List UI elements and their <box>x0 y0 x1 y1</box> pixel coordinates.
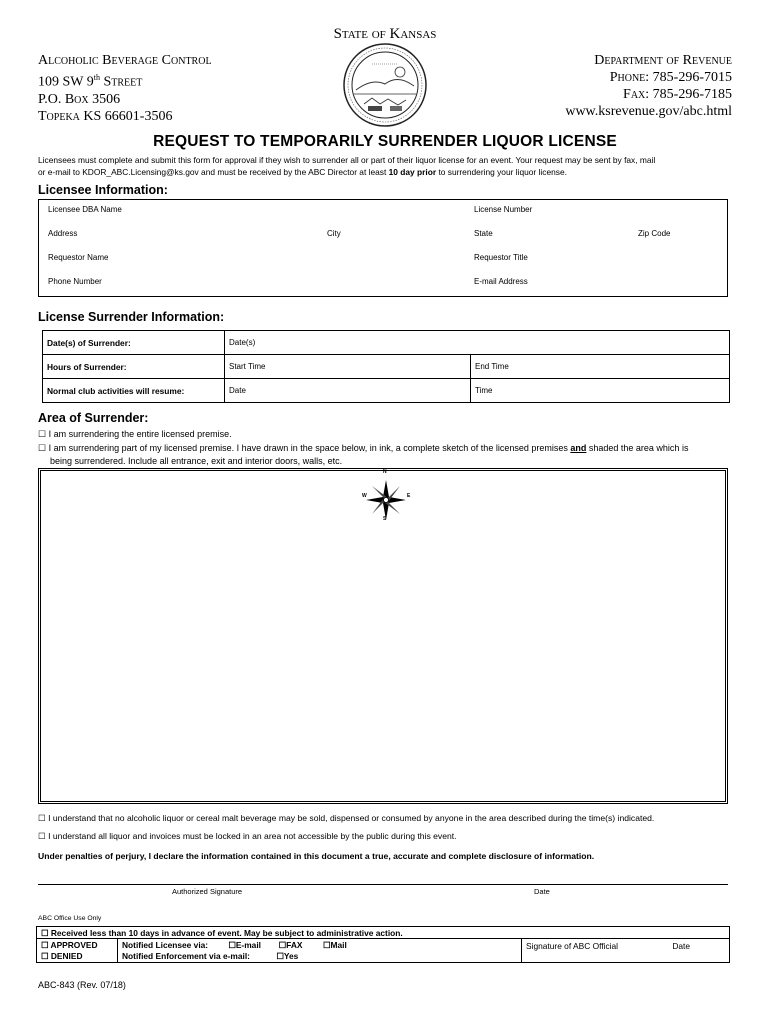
checkbox-icon[interactable]: ☐ <box>322 939 331 950</box>
checkbox-icon[interactable]: ☐ <box>276 951 284 962</box>
phone-field[interactable]: Phone Number <box>48 277 102 286</box>
checkbox-icon[interactable]: ☐ <box>278 939 287 950</box>
department-name: Department of Revenue <box>594 53 732 68</box>
compass-e-label: E <box>407 493 411 499</box>
notified-licensee-row <box>118 939 522 951</box>
checkbox-icon[interactable]: ☐ <box>41 951 49 962</box>
ack-locked-liquor[interactable] <box>38 831 457 842</box>
partial-premise-label: I am surrendering part of my licensed premise. I have drawn in the space below, in ink, a complete sketch of the licensed premises and shaded the area which is <box>48 443 689 453</box>
compass-s-label: S <box>383 516 387 522</box>
state-field[interactable]: State <box>474 229 493 238</box>
official-signature-cell[interactable] <box>522 939 730 963</box>
form-title: REQUEST TO TEMPORARILY SURRENDER LIQUOR LICENSE <box>153 133 617 150</box>
abc-address-block <box>38 52 212 125</box>
entire-premise-option[interactable] <box>38 429 232 440</box>
signature-line[interactable] <box>38 884 728 885</box>
area-section-heading: Area of Surrender: <box>38 411 149 425</box>
fax-number: Fax: 785-296-7185 <box>623 87 732 102</box>
approved-label: APPROVED <box>50 939 98 950</box>
compass-n-label: N <box>383 469 387 475</box>
intro-line-2: or e-mail to KDOR_ABC.Licensing@ks.gov and must be received by the ABC Director at least 10 day prior to surrendering your liquor license. <box>38 167 567 177</box>
ack-locked-liquor-label: I understand all liquor and invoices must be locked in an area not accessible by the public during this event. <box>48 831 457 841</box>
license-number-field[interactable]: License Number <box>474 205 533 214</box>
revenue-contact-block <box>565 52 732 120</box>
perjury-statement: Under penalties of perjury, I declare the information contained in this document a true, accurate and complete disclosure of information. <box>38 851 595 861</box>
city-field[interactable]: City <box>327 229 341 238</box>
partial-premise-label-line2: being surrendered. Include all entrance, exit and interior doors, walls, etc. <box>50 456 343 466</box>
yes-option[interactable]: ☐Yes <box>276 951 299 962</box>
mail-option[interactable]: ☐Mail <box>322 939 347 950</box>
hours-label: Hours of Surrender: <box>43 355 225 379</box>
email-field[interactable]: E-mail Address <box>474 277 528 286</box>
checkbox-icon[interactable]: ☐ <box>38 443 47 453</box>
fax-option[interactable]: ☐FAX <box>278 939 303 950</box>
phone-number: Phone: 785-296-7015 <box>609 70 732 85</box>
dates-input[interactable]: Date(s) <box>225 331 730 355</box>
street-address: 109 SW 9th Street <box>38 73 143 90</box>
notified-enforcement-label: Notified Enforcement via e-mail: <box>122 951 250 962</box>
state-seal-icon <box>342 42 428 128</box>
requestor-title-field[interactable]: Requestor Title <box>474 253 528 262</box>
licensee-section-heading: Licensee Information: <box>38 183 168 197</box>
resume-label: Normal club activities will resume: <box>43 379 225 403</box>
compass-w-label: W <box>362 493 367 499</box>
requestor-name-field[interactable]: Requestor Name <box>48 253 109 262</box>
notified-enforcement-row <box>118 951 522 963</box>
checkbox-icon[interactable]: ☐ <box>228 939 236 950</box>
received-late-option[interactable] <box>37 927 730 939</box>
surrender-section-heading: License Surrender Information: <box>38 310 225 324</box>
po-box: P.O. Box 3506 <box>38 91 121 107</box>
checkbox-icon[interactable]: ☐ <box>38 813 46 823</box>
sketch-area[interactable] <box>38 468 728 804</box>
checkbox-icon[interactable]: ☐ <box>38 429 47 439</box>
address-field[interactable]: Address <box>48 229 78 238</box>
dates-label: Date(s) of Surrender: <box>43 331 225 355</box>
website-link[interactable]: www.ksrevenue.gov/abc.html <box>565 104 732 119</box>
partial-premise-option[interactable] <box>38 442 738 468</box>
email-option[interactable]: ☐E-mail <box>228 939 261 950</box>
entire-premise-label: I am surrendering the entire licensed premise. <box>48 429 232 439</box>
state-title: State of Kansas <box>333 26 437 42</box>
official-signature-label: Signature of ABC Official <box>526 941 619 951</box>
signature-date-label: Date <box>534 887 550 896</box>
office-use-table <box>36 926 730 963</box>
checkbox-icon[interactable]: ☐ <box>41 939 49 950</box>
denied-label: DENIED <box>50 951 83 962</box>
end-time-input[interactable]: End Time <box>471 355 730 379</box>
surrender-info-table <box>42 330 730 403</box>
checkbox-icon[interactable]: ☐ <box>38 831 46 841</box>
agency-name: Alcoholic Beverage Control <box>38 53 212 68</box>
resume-time-input[interactable]: Time <box>471 379 730 403</box>
ack-no-alcohol[interactable] <box>38 813 654 824</box>
received-late-label: Received less than 10 days in advance of event. May be subject to administrative action. <box>50 927 403 938</box>
licensee-info-box <box>38 199 728 297</box>
city-state-zip: Topeka KS 66601-3506 <box>38 108 173 124</box>
intro-line-1: Licensees must complete and submit this form for approval if they wish to surrender all or part of their liquor license for an event. Your request may be sent by fax, mail <box>38 155 656 165</box>
checkbox-icon[interactable]: ☐ <box>41 927 49 938</box>
official-date-label: Date <box>672 941 691 951</box>
authorized-signature-label: Authorized Signature <box>172 887 243 896</box>
notified-licensee-label: Notified Licensee via: <box>122 939 209 950</box>
dba-field[interactable]: Licensee DBA Name <box>48 205 122 214</box>
denied-option[interactable] <box>37 951 118 963</box>
office-use-heading: ABC Office Use Only <box>38 915 102 922</box>
start-time-input[interactable]: Start Time <box>225 355 471 379</box>
intro-text <box>38 154 738 178</box>
resume-date-input[interactable]: Date <box>225 379 471 403</box>
form-id: ABC-843 (Rev. 07/18) <box>38 980 126 990</box>
approved-option[interactable] <box>37 939 118 951</box>
zip-field[interactable]: Zip Code <box>638 229 671 238</box>
ack-no-alcohol-label: I understand that no alcoholic liquor or cereal malt beverage may be sold, dispensed or consumed by anyone in the area described during the time(s) indicated. <box>48 813 655 823</box>
